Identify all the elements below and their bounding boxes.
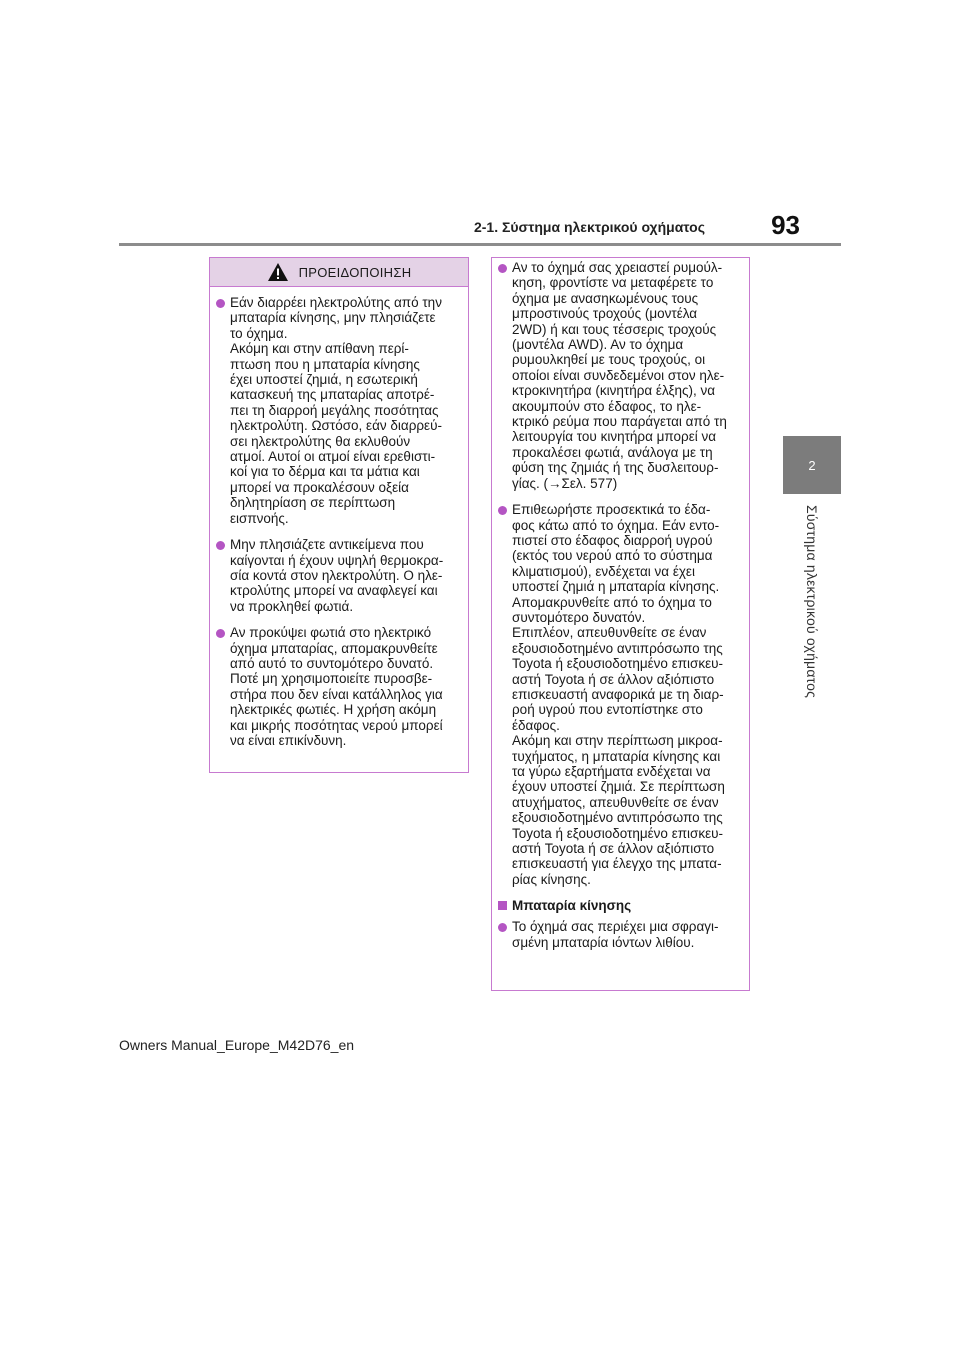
list-item-text: Εάν διαρρέει ηλεκτρολύτης από την μπαταρία κίνησης, μην πλησιάζετε το όχημα. Ακόμη και στην απίθανη περί- πτωση που η μπαταρία κίνησης έχει υποστεί ζημιά, η εσωτερική κατασκευή της μπαταρίας αποτρέ- πει τη διαρροή μεγάλης ποσότητας ηλεκτρολύτη. Ωστόσο, εάν διαρρεύ- σει ηλεκτρολύτης θα εκλυθούν ατμοί. Αυτοί οι ατμοί είναι ερεθιστι- κοί για το δέρμα και τα μάτια και μπορεί να προκαλέσουν οξεία δηλητηρίαση σε περίπτωση εισπνοής. — [230, 295, 442, 526]
bullet-icon — [498, 923, 507, 932]
list-item — [216, 295, 458, 526]
warning-triangle-icon — [267, 262, 289, 282]
list-item — [498, 260, 739, 491]
list-item — [216, 625, 458, 748]
list-item — [498, 919, 739, 950]
bullet-icon — [216, 541, 225, 550]
chapter-tab-number: 2 — [808, 457, 816, 473]
warning-items — [210, 287, 468, 765]
bullet-icon — [498, 264, 507, 273]
bullet-icon — [216, 629, 225, 638]
list-item-text: Το όχημά σας περιέχει μια σφραγι- σμένη μπαταρία ιόντων λιθίου. — [512, 919, 719, 950]
list-item-text: Αν προκύψει φωτιά στο ηλεκτρικό όχημα μπαταρίας, απομακρυνθείτε από αυτό το συντομότερο δυνατό. Ποτέ μη χρησιμοποιείτε πυροσβε- στήρα που δεν είναι κατάλληλος για ηλεκτρικές φωτιές. Η χρήση ακόμη και μικρής ποσότητας νερού μπορεί να είναι επικίνδυνη. — [230, 625, 443, 748]
continued-warning-box — [491, 257, 750, 991]
bullet-icon — [216, 299, 225, 308]
chapter-side-label-text: Σύστημα ηλεκτρικού οχήματος — [804, 505, 820, 699]
subheading — [498, 898, 739, 913]
bullet-icon — [498, 506, 507, 515]
list-item-text: Μην πλησιάζετε αντικείμενα που καίγονται ή έχουν υψηλή θερμοκρα- σία κοντά στον ηλεκτρολύτη. Ο ηλε- κτρολύτης μπορεί να αναφλεγεί και να προκληθεί φωτιά. — [230, 537, 444, 614]
continued-items — [492, 258, 749, 967]
warning-banner — [210, 258, 468, 287]
chapter-side-label — [783, 505, 841, 735]
page-number: 93 — [771, 210, 800, 240]
footer-manual-id: Owners Manual_Europe_M42D76_en — [119, 1037, 355, 1053]
header-rule — [119, 243, 841, 246]
list-item-text: Επιθεωρήστε προσεκτικά το έδα- φος κάτω από το όχημα. Εάν εντο- πιστεί στο έδαφος διαρροή υγρού (εκτός του νερού από το σύστημα κλιματισμού), ενδέχεται να έχει υποστεί ζημιά η μπαταρία κίνησης. Απομακρυνθείτε από το όχημα το συντομότερο δυνατόν. Επιπλέον, απευθυνθείτε σε έναν εξουσιοδοτημένο αντιπρόσωπο της Toyota ή εξουσιοδοτημένο επισκευ- αστή Toyota ή σε άλλον αξιόπιστο επισκευαστή αναφορικά με τη διαρ- ροή υγρού που εντοπίστηκε στο έδαφος. Ακόμη και στην περίπτωση μικροα- τυχήματος, η μπαταρία κίνησης και τα γύρω εξαρτήματα ενδέχεται να έχουν υποστεί ζημιά. Σε περίπτωση ατυχήματος, απευθυνθείτε σε έναν εξουσιοδοτημένο αντιπρόσωπο της Toyota ή εξουσιοδοτημένο επισκευ- αστή Toyota ή σε άλλον αξιόπιστο επισκευαστή για έλεγχο της μπατα- ρίας κίνησης. — [512, 502, 725, 887]
list-item — [216, 537, 458, 614]
list-item-text: Αν το όχημά σας χρειαστεί ρυμούλ- κηση, φροντίστε να μεταφέρετε το όχημα με ανασηκωμένους τους μπροστινούς τροχούς (μοντέλα 2WD) ή και τους τέσσερις τροχούς (μοντέλα AWD). Αν το όχημα ρυμουλκηθεί με τους τροχούς, οι οποίοι είναι συνδεδεμένοι στον ηλε- κτροκινητήρα (κινητήρα έλξης), να ακουμπούν στο έδαφος, το ηλε- κτρικό ρεύμα που παράγεται από τη λειτουργία του κινητήρα μπορεί να προκαλέσει φωτιά, ανάλογα με τη φύση της ζημιάς ή της δυσλειτουρ- γίας. (→Σελ. 577) — [512, 260, 727, 491]
square-bullet-icon — [498, 901, 507, 910]
warning-title: ΠΡΟΕΙΔΟΠΟΙΗΣΗ — [298, 264, 412, 280]
chapter-tab — [783, 436, 841, 494]
warning-box — [209, 257, 469, 773]
section-title: 2-1. Σύστημα ηλεκτρικού οχήματος — [473, 219, 705, 235]
subheading-text: Μπαταρία κίνησης — [512, 898, 632, 914]
list-item — [498, 502, 739, 887]
